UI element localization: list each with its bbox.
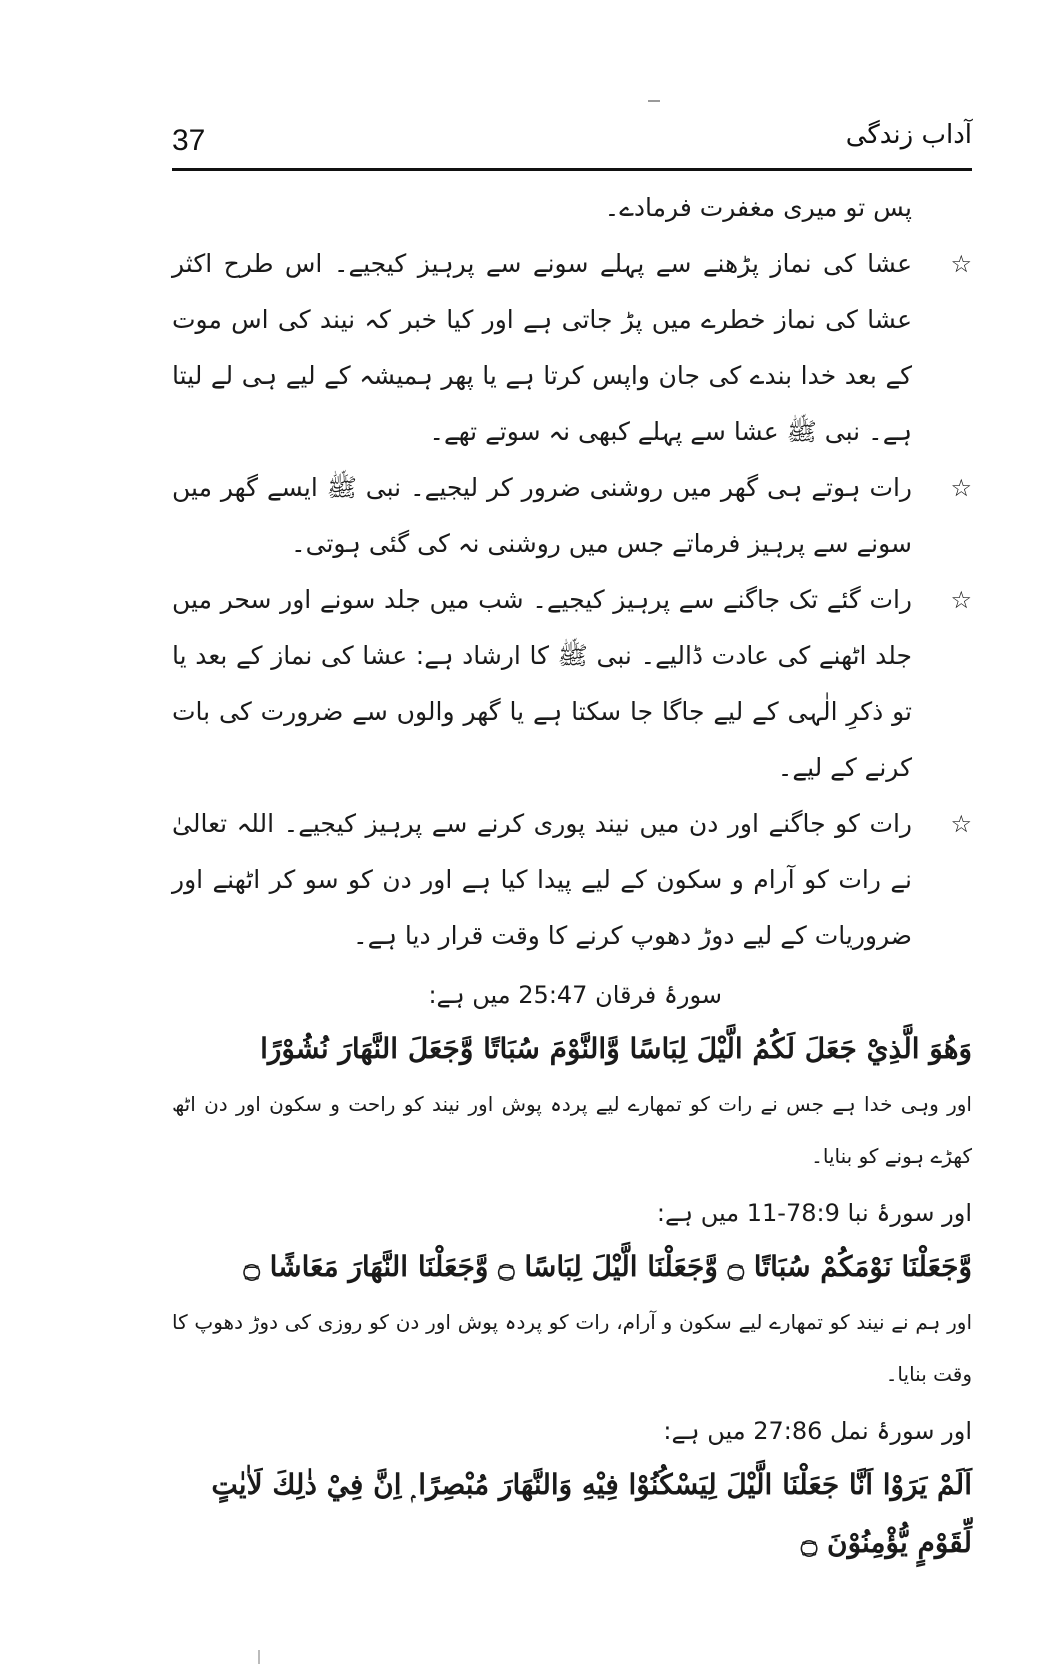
paragraph-text: رات کو جاگنے اور دن میں نیند پوری کرنے سے پرہیز کیجیے۔ اللہ تعالیٰ نے رات کو آرام و سکون کے لیے پیدا کیا ہے اور دن کو سو کر اٹھنے اور ضروریات کے لیے دوڑ دھوپ کرنے کا وقت قرار دیا ہے۔ — [172, 809, 912, 950]
page-body — [172, 180, 972, 1572]
scan-mark — [258, 1650, 260, 1664]
paragraph-light-at-night — [172, 460, 972, 572]
paragraph-late-nights — [172, 572, 972, 796]
paragraph-isha-sleep — [172, 236, 972, 460]
page-header — [172, 120, 972, 166]
paragraph-text: رات ہوتے ہی گھر میں روشنی ضرور کر لیجیے۔ نبی ﷺ ایسے گھر میں سونے سے پرہیز فرماتے جس میں روشنی نہ کی گئی ہوتی۔ — [172, 473, 912, 558]
paragraph-night-and-day — [172, 796, 972, 964]
page-number: 37 — [172, 124, 206, 157]
quran-reference: اور سورۂ نمل 27:86 میں ہے: — [663, 1417, 972, 1445]
header-rule — [172, 168, 972, 171]
quran-verse: وَهُوَ الَّذِيْ جَعَلَ لَكُمُ الَّيْلَ لِبَاسًا وَّالنَّوْمَ سُبَاتًا وَّجَعَلَ النَّهَارَ نُشُوْرًا — [260, 1032, 972, 1065]
paragraph-text: عشا کی نماز پڑھنے سے پہلے سونے سے پرہیز کیجیے۔ اس طرح اکثر عشا کی نماز خطرے میں پڑ جاتی ہے اور کیا خبر کہ نیند کی اس موت کے بعد خدا بندے کی جان واپس کرتا ہے یا پھر ہمیشہ کے لیے ہی لے لیتا ہے۔ نبی ﷺ عشا سے پہلے کبھی نہ سوتے تھے۔ — [172, 249, 912, 446]
running-title: آداب زندگی — [845, 120, 972, 150]
star-bullet-icon: ☆ — [950, 474, 972, 502]
verse-translation: اور وہی خدا ہے جس نے رات کو تمھارے لیے پردہ پوش اور نیند کو راحت و سکون اور دن اٹھ کھڑے ہونے کو بنایا۔ — [172, 1092, 972, 1168]
star-bullet-icon: ☆ — [950, 586, 972, 614]
paragraph-text: رات گئے تک جاگنے سے پرہیز کیجیے۔ شب میں جلد سونے اور سحر میں جلد اٹھنے کی عادت ڈالیے۔ نبی ﷺ کا ارشاد ہے: عشا کی نماز کے بعد یا تو ذکرِ الٰہی کے لیے جاگا جا سکتا ہے یا گھر والوں سے ضرورت کی بات کرنے کے لیے۔ — [172, 585, 912, 782]
star-bullet-icon: ☆ — [950, 810, 972, 838]
quran-reference: سورۂ فرقان 25:47 میں ہے: — [428, 981, 722, 1009]
quran-reference: اور سورۂ نبا 78:9-11 میں ہے: — [656, 1199, 972, 1227]
quran-verse: اَلَمْ يَرَوْا اَنَّا جَعَلْنَا الَّيْلَ لِيَسْكُنُوْا فِيْهِ وَالنَّهَارَ مُبْصِرًا ۭ اِنَّ فِيْ ذٰلِكَ لَاٰيٰتٍ لِّقَوْمٍ يُّؤْمِنُوْنَ ۝ — [211, 1468, 972, 1559]
paragraph-continuation: پس تو میری مغفرت فرمادے۔ — [604, 193, 912, 222]
quran-verse: وَّجَعَلْنَا نَوْمَكُمْ سُبَاتًا ۝ وَّجَعَلْنَا الَّيْلَ لِبَاسًا ۝ وَّجَعَلْنَا النَّهَارَ مَعَاشًا ۝ — [243, 1250, 972, 1283]
scan-mark — [648, 100, 660, 102]
verse-translation: اور ہم نے نیند کو تمھارے لیے سکون و آرام، رات کو پردہ پوش اور دن کو روزی کی دوڑ دھوپ کا وقت بنایا۔ — [172, 1310, 972, 1386]
star-bullet-icon: ☆ — [950, 250, 972, 278]
